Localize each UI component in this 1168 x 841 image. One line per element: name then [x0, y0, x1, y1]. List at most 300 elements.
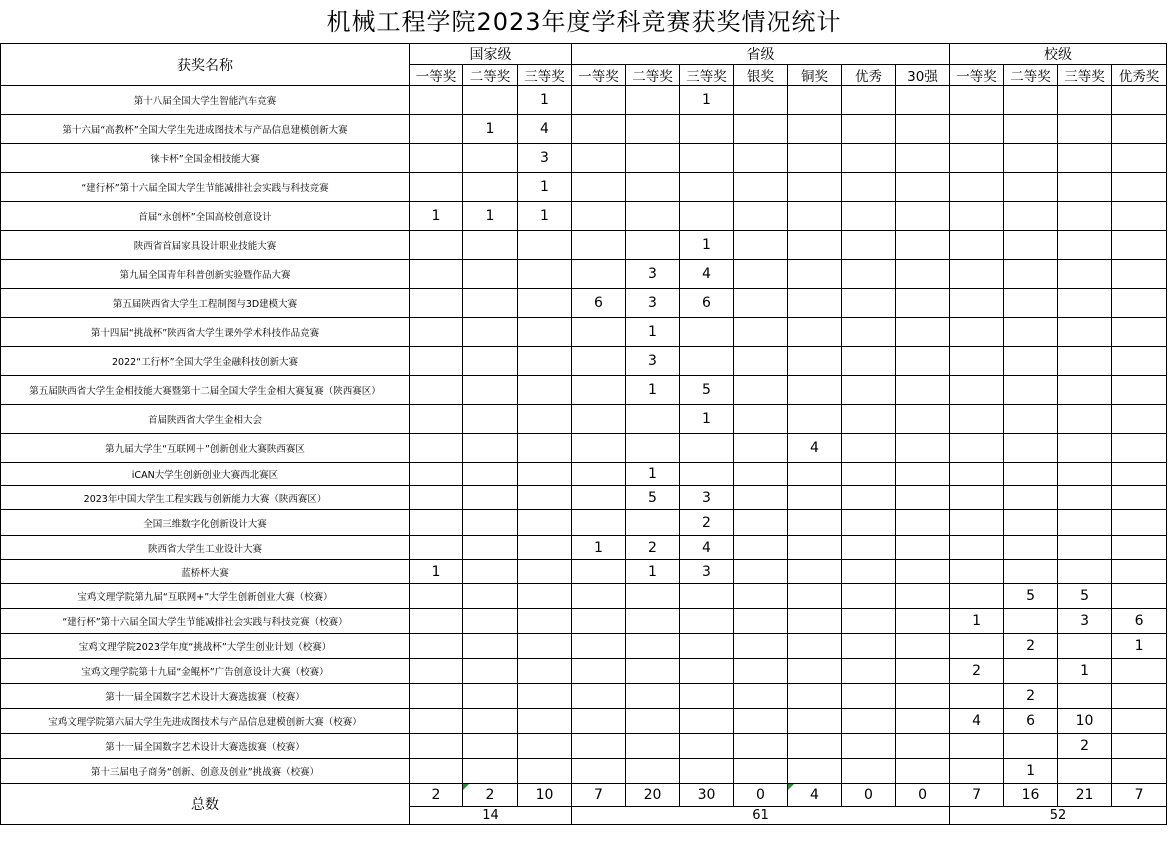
count-cell[interactable]	[626, 86, 680, 115]
count-cell[interactable]	[680, 684, 734, 709]
count-cell[interactable]	[734, 260, 788, 289]
count-cell[interactable]	[463, 684, 518, 709]
total-cell[interactable]: 0	[896, 784, 950, 807]
count-cell[interactable]	[788, 376, 842, 405]
count-cell[interactable]	[626, 584, 680, 609]
count-cell[interactable]	[1112, 684, 1167, 709]
count-cell[interactable]	[1058, 144, 1112, 173]
count-cell[interactable]	[1004, 536, 1058, 560]
count-cell[interactable]	[1112, 405, 1167, 434]
count-cell[interactable]: 2	[950, 659, 1004, 684]
count-cell[interactable]	[788, 260, 842, 289]
totals-label[interactable]: 总数	[1, 784, 410, 825]
count-cell[interactable]	[518, 584, 572, 609]
count-cell[interactable]	[1004, 115, 1058, 144]
count-cell[interactable]	[410, 405, 463, 434]
count-cell[interactable]	[734, 486, 788, 510]
count-cell[interactable]	[1112, 115, 1167, 144]
count-cell[interactable]	[842, 486, 896, 510]
count-cell[interactable]	[788, 318, 842, 347]
count-cell[interactable]	[680, 709, 734, 734]
award-name-cell[interactable]: 宝鸡文理学院第九届“互联网+”大学生创新创业大赛（校赛）	[1, 584, 410, 609]
count-cell[interactable]	[1112, 584, 1167, 609]
count-cell[interactable]	[950, 347, 1004, 376]
award-name-cell[interactable]: iCAN大学生创新创业大赛西北赛区	[1, 463, 410, 486]
count-cell[interactable]	[896, 202, 950, 231]
count-cell[interactable]	[463, 759, 518, 784]
count-cell[interactable]	[1004, 659, 1058, 684]
count-cell[interactable]	[734, 759, 788, 784]
count-cell[interactable]	[626, 202, 680, 231]
header-national-first[interactable]: 一等奖	[410, 65, 463, 86]
count-cell[interactable]	[518, 560, 572, 584]
count-cell[interactable]	[842, 260, 896, 289]
count-cell[interactable]	[1058, 86, 1112, 115]
count-cell[interactable]	[680, 434, 734, 463]
count-cell[interactable]	[1004, 405, 1058, 434]
provincial-sum[interactable]: 61	[572, 807, 950, 825]
count-cell[interactable]	[626, 173, 680, 202]
count-cell[interactable]	[572, 463, 626, 486]
count-cell[interactable]: 2	[1004, 684, 1058, 709]
count-cell[interactable]	[950, 684, 1004, 709]
count-cell[interactable]	[896, 536, 950, 560]
count-cell[interactable]	[1004, 289, 1058, 318]
count-cell[interactable]	[518, 486, 572, 510]
total-cell[interactable]: 7	[572, 784, 626, 807]
award-name-cell[interactable]: “建行杯”第十六届全国大学生节能减排社会实践与科技竞赛（校赛）	[1, 609, 410, 634]
count-cell[interactable]	[842, 347, 896, 376]
count-cell[interactable]	[896, 659, 950, 684]
count-cell[interactable]	[1112, 659, 1167, 684]
count-cell[interactable]	[518, 231, 572, 260]
count-cell[interactable]	[734, 634, 788, 659]
count-cell[interactable]: 3	[626, 347, 680, 376]
count-cell[interactable]: 3	[680, 486, 734, 510]
count-cell[interactable]	[1004, 260, 1058, 289]
count-cell[interactable]	[896, 609, 950, 634]
count-cell[interactable]	[734, 510, 788, 536]
header-school-second[interactable]: 二等奖	[1004, 65, 1058, 86]
count-cell[interactable]: 1	[1004, 759, 1058, 784]
count-cell[interactable]	[680, 115, 734, 144]
count-cell[interactable]	[1058, 318, 1112, 347]
count-cell[interactable]	[1058, 347, 1112, 376]
count-cell[interactable]	[734, 347, 788, 376]
count-cell[interactable]	[410, 759, 463, 784]
count-cell[interactable]	[572, 584, 626, 609]
count-cell[interactable]	[734, 734, 788, 759]
count-cell[interactable]	[788, 510, 842, 536]
count-cell[interactable]	[734, 463, 788, 486]
count-cell[interactable]: 6	[572, 289, 626, 318]
count-cell[interactable]	[788, 86, 842, 115]
count-cell[interactable]	[410, 536, 463, 560]
count-cell[interactable]	[410, 734, 463, 759]
count-cell[interactable]	[896, 144, 950, 173]
count-cell[interactable]	[680, 584, 734, 609]
count-cell[interactable]	[950, 376, 1004, 405]
count-cell[interactable]	[410, 144, 463, 173]
count-cell[interactable]	[572, 347, 626, 376]
count-cell[interactable]	[1112, 318, 1167, 347]
award-name-cell[interactable]: 宝鸡文理学院第六届大学生先进成图技术与产品信息建模创新大赛（校赛）	[1, 709, 410, 734]
count-cell[interactable]: 1	[1112, 634, 1167, 659]
national-sum[interactable]: 14	[410, 807, 572, 825]
count-cell[interactable]	[518, 463, 572, 486]
award-name-cell[interactable]: 蓝桥杯大赛	[1, 560, 410, 584]
count-cell[interactable]	[734, 376, 788, 405]
count-cell[interactable]	[896, 759, 950, 784]
award-name-cell[interactable]: 第九届全国青年科普创新实验暨作品大赛	[1, 260, 410, 289]
count-cell[interactable]	[896, 231, 950, 260]
award-name-cell[interactable]: 第十三届电子商务“创新、创意及创业”挑战赛（校赛）	[1, 759, 410, 784]
count-cell[interactable]	[788, 709, 842, 734]
count-cell[interactable]	[950, 260, 1004, 289]
count-cell[interactable]	[788, 609, 842, 634]
count-cell[interactable]	[410, 659, 463, 684]
count-cell[interactable]: 2	[626, 536, 680, 560]
count-cell[interactable]: 5	[626, 486, 680, 510]
count-cell[interactable]	[842, 709, 896, 734]
count-cell[interactable]	[842, 463, 896, 486]
count-cell[interactable]: 1	[626, 560, 680, 584]
count-cell[interactable]	[1112, 560, 1167, 584]
header-provincial-second[interactable]: 二等奖	[626, 65, 680, 86]
award-name-cell[interactable]: 第十一届全国数字艺术设计大赛选拔赛（校赛）	[1, 734, 410, 759]
count-cell[interactable]	[463, 376, 518, 405]
count-cell[interactable]: 1	[410, 202, 463, 231]
total-cell[interactable]: 0	[842, 784, 896, 807]
count-cell[interactable]	[788, 115, 842, 144]
count-cell[interactable]	[680, 609, 734, 634]
total-cell[interactable]: 0	[734, 784, 788, 807]
header-school-third[interactable]: 三等奖	[1058, 65, 1112, 86]
count-cell[interactable]	[1112, 231, 1167, 260]
count-cell[interactable]	[1004, 376, 1058, 405]
count-cell[interactable]	[788, 347, 842, 376]
count-cell[interactable]	[572, 202, 626, 231]
count-cell[interactable]	[896, 289, 950, 318]
count-cell[interactable]	[950, 405, 1004, 434]
count-cell[interactable]	[1058, 202, 1112, 231]
count-cell[interactable]	[410, 486, 463, 510]
count-cell[interactable]	[1112, 734, 1167, 759]
header-school-first[interactable]: 一等奖	[950, 65, 1004, 86]
count-cell[interactable]	[463, 434, 518, 463]
count-cell[interactable]	[734, 659, 788, 684]
count-cell[interactable]	[572, 609, 626, 634]
count-cell[interactable]	[842, 560, 896, 584]
count-cell[interactable]: 5	[1058, 584, 1112, 609]
count-cell[interactable]	[626, 510, 680, 536]
count-cell[interactable]	[950, 173, 1004, 202]
count-cell[interactable]	[1058, 684, 1112, 709]
award-name-cell[interactable]: 第九届大学生“互联网＋”创新创业大赛陕西赛区	[1, 434, 410, 463]
count-cell[interactable]	[950, 510, 1004, 536]
count-cell[interactable]	[950, 86, 1004, 115]
count-cell[interactable]	[1004, 510, 1058, 536]
count-cell[interactable]	[1004, 609, 1058, 634]
count-cell[interactable]	[1112, 709, 1167, 734]
count-cell[interactable]: 4	[788, 434, 842, 463]
count-cell[interactable]	[734, 434, 788, 463]
award-name-cell[interactable]: 宝鸡文理学院2023学年度“挑战杯”大学生创业计划（校赛）	[1, 634, 410, 659]
count-cell[interactable]	[572, 510, 626, 536]
count-cell[interactable]	[842, 289, 896, 318]
count-cell[interactable]	[518, 709, 572, 734]
count-cell[interactable]	[572, 709, 626, 734]
count-cell[interactable]	[463, 659, 518, 684]
count-cell[interactable]	[572, 684, 626, 709]
count-cell[interactable]	[950, 202, 1004, 231]
count-cell[interactable]	[463, 86, 518, 115]
count-cell[interactable]	[410, 684, 463, 709]
count-cell[interactable]	[1112, 144, 1167, 173]
count-cell[interactable]: 3	[680, 560, 734, 584]
count-cell[interactable]: 1	[950, 609, 1004, 634]
count-cell[interactable]	[463, 734, 518, 759]
count-cell[interactable]: 1	[572, 536, 626, 560]
count-cell[interactable]	[896, 347, 950, 376]
count-cell[interactable]	[463, 144, 518, 173]
count-cell[interactable]	[1058, 376, 1112, 405]
count-cell[interactable]	[410, 584, 463, 609]
count-cell[interactable]	[572, 173, 626, 202]
count-cell[interactable]	[1058, 560, 1112, 584]
count-cell[interactable]	[788, 144, 842, 173]
count-cell[interactable]	[518, 734, 572, 759]
count-cell[interactable]	[626, 115, 680, 144]
count-cell[interactable]	[572, 486, 626, 510]
count-cell[interactable]	[410, 318, 463, 347]
count-cell[interactable]	[410, 231, 463, 260]
count-cell[interactable]: 2	[1058, 734, 1112, 759]
count-cell[interactable]	[410, 173, 463, 202]
count-cell[interactable]	[518, 684, 572, 709]
count-cell[interactable]	[842, 536, 896, 560]
award-name-cell[interactable]: 2023年中国大学生工程实践与创新能力大赛（陕西赛区）	[1, 486, 410, 510]
header-award-name[interactable]: 获奖名称	[1, 44, 410, 86]
header-national-second[interactable]: 二等奖	[463, 65, 518, 86]
count-cell[interactable]	[1058, 173, 1112, 202]
count-cell[interactable]	[410, 260, 463, 289]
count-cell[interactable]	[1112, 289, 1167, 318]
count-cell[interactable]	[463, 536, 518, 560]
count-cell[interactable]	[410, 434, 463, 463]
count-cell[interactable]	[734, 318, 788, 347]
count-cell[interactable]	[842, 684, 896, 709]
count-cell[interactable]	[1058, 289, 1112, 318]
count-cell[interactable]	[463, 584, 518, 609]
count-cell[interactable]	[518, 289, 572, 318]
count-cell[interactable]	[463, 609, 518, 634]
count-cell[interactable]	[518, 347, 572, 376]
count-cell[interactable]: 2	[680, 510, 734, 536]
count-cell[interactable]	[950, 486, 1004, 510]
count-cell[interactable]	[788, 231, 842, 260]
award-name-cell[interactable]: 第十一届全国数字艺术设计大赛选拔赛（校赛）	[1, 684, 410, 709]
count-cell[interactable]	[463, 347, 518, 376]
count-cell[interactable]	[1112, 347, 1167, 376]
count-cell[interactable]	[950, 560, 1004, 584]
count-cell[interactable]	[572, 734, 626, 759]
header-school-excellent[interactable]: 优秀奖	[1112, 65, 1167, 86]
award-name-cell[interactable]: 首届陕西省大学生金相大会	[1, 405, 410, 434]
count-cell[interactable]	[1004, 486, 1058, 510]
count-cell[interactable]	[1058, 759, 1112, 784]
count-cell[interactable]	[410, 289, 463, 318]
count-cell[interactable]	[842, 318, 896, 347]
count-cell[interactable]	[410, 86, 463, 115]
count-cell[interactable]	[463, 634, 518, 659]
count-cell[interactable]	[734, 115, 788, 144]
count-cell[interactable]	[1004, 202, 1058, 231]
header-provincial-silver[interactable]: 银奖	[734, 65, 788, 86]
count-cell[interactable]	[896, 173, 950, 202]
count-cell[interactable]	[680, 659, 734, 684]
count-cell[interactable]	[572, 376, 626, 405]
award-name-cell[interactable]: 首届“永创杯”全国高校创意设计	[1, 202, 410, 231]
count-cell[interactable]	[626, 709, 680, 734]
count-cell[interactable]	[1112, 86, 1167, 115]
count-cell[interactable]	[788, 734, 842, 759]
count-cell[interactable]	[1058, 260, 1112, 289]
award-name-cell[interactable]: 第五届陕西省大学生工程制图与3D建模大赛	[1, 289, 410, 318]
count-cell[interactable]	[463, 260, 518, 289]
count-cell[interactable]: 1	[680, 86, 734, 115]
count-cell[interactable]	[572, 434, 626, 463]
total-cell[interactable]: 2	[410, 784, 463, 807]
count-cell[interactable]	[734, 231, 788, 260]
count-cell[interactable]: 1	[680, 231, 734, 260]
header-national-third[interactable]: 三等奖	[518, 65, 572, 86]
count-cell[interactable]	[410, 347, 463, 376]
count-cell[interactable]: 1	[1058, 659, 1112, 684]
count-cell[interactable]	[1058, 231, 1112, 260]
count-cell[interactable]	[572, 318, 626, 347]
count-cell[interactable]	[734, 173, 788, 202]
count-cell[interactable]	[680, 173, 734, 202]
count-cell[interactable]	[518, 405, 572, 434]
count-cell[interactable]: 4	[680, 260, 734, 289]
award-name-cell[interactable]: 陕西省大学生工业设计大赛	[1, 536, 410, 560]
count-cell[interactable]	[572, 144, 626, 173]
award-name-cell[interactable]: “建行杯”第十六届全国大学生节能减排社会实践与科技竞赛	[1, 173, 410, 202]
count-cell[interactable]	[518, 659, 572, 684]
count-cell[interactable]	[734, 202, 788, 231]
count-cell[interactable]	[788, 405, 842, 434]
count-cell[interactable]	[788, 202, 842, 231]
count-cell[interactable]	[1058, 405, 1112, 434]
count-cell[interactable]	[1058, 634, 1112, 659]
count-cell[interactable]	[842, 405, 896, 434]
count-cell[interactable]	[572, 405, 626, 434]
count-cell[interactable]	[734, 405, 788, 434]
count-cell[interactable]	[518, 510, 572, 536]
count-cell[interactable]	[896, 709, 950, 734]
count-cell[interactable]	[950, 318, 1004, 347]
count-cell[interactable]	[572, 759, 626, 784]
count-cell[interactable]	[842, 759, 896, 784]
count-cell[interactable]	[896, 684, 950, 709]
count-cell[interactable]	[842, 609, 896, 634]
count-cell[interactable]	[463, 510, 518, 536]
count-cell[interactable]	[734, 609, 788, 634]
count-cell[interactable]	[842, 659, 896, 684]
award-name-cell[interactable]: 徕卡杯”全国金相技能大赛	[1, 144, 410, 173]
count-cell[interactable]	[734, 86, 788, 115]
count-cell[interactable]	[950, 463, 1004, 486]
count-cell[interactable]	[1112, 759, 1167, 784]
award-name-cell[interactable]: 第十四届“挑战杯”陕西省大学生课外学术科技作品竞赛	[1, 318, 410, 347]
count-cell[interactable]	[572, 560, 626, 584]
count-cell[interactable]	[950, 434, 1004, 463]
count-cell[interactable]	[896, 115, 950, 144]
count-cell[interactable]	[1004, 318, 1058, 347]
count-cell[interactable]: 3	[626, 260, 680, 289]
count-cell[interactable]	[518, 536, 572, 560]
award-name-cell[interactable]: 第十八届全国大学生智能汽车竞赛	[1, 86, 410, 115]
count-cell[interactable]	[572, 86, 626, 115]
total-cell[interactable]: 4	[788, 784, 842, 807]
count-cell[interactable]	[626, 231, 680, 260]
count-cell[interactable]	[1112, 463, 1167, 486]
count-cell[interactable]	[896, 376, 950, 405]
count-cell[interactable]	[1058, 463, 1112, 486]
count-cell[interactable]	[572, 231, 626, 260]
count-cell[interactable]	[410, 634, 463, 659]
count-cell[interactable]	[572, 115, 626, 144]
count-cell[interactable]	[734, 560, 788, 584]
count-cell[interactable]	[518, 376, 572, 405]
count-cell[interactable]	[1112, 486, 1167, 510]
count-cell[interactable]	[896, 434, 950, 463]
award-name-cell[interactable]: 第十六届“高教杯”全国大学生先进成图技术与产品信息建模创新大赛	[1, 115, 410, 144]
count-cell[interactable]: 10	[1058, 709, 1112, 734]
count-cell[interactable]	[950, 584, 1004, 609]
count-cell[interactable]	[1112, 434, 1167, 463]
count-cell[interactable]	[1004, 347, 1058, 376]
count-cell[interactable]	[572, 659, 626, 684]
count-cell[interactable]	[1058, 536, 1112, 560]
count-cell[interactable]	[842, 173, 896, 202]
count-cell[interactable]	[463, 709, 518, 734]
count-cell[interactable]	[896, 405, 950, 434]
count-cell[interactable]	[1112, 510, 1167, 536]
count-cell[interactable]: 2	[1004, 634, 1058, 659]
count-cell[interactable]	[1004, 734, 1058, 759]
count-cell[interactable]	[410, 609, 463, 634]
count-cell[interactable]	[1058, 510, 1112, 536]
count-cell[interactable]	[626, 684, 680, 709]
award-name-cell[interactable]: 2022“工行杯”全国大学生金融科技创新大赛	[1, 347, 410, 376]
count-cell[interactable]	[680, 202, 734, 231]
count-cell[interactable]: 1	[463, 115, 518, 144]
count-cell[interactable]	[950, 115, 1004, 144]
count-cell[interactable]	[626, 759, 680, 784]
count-cell[interactable]: 6	[1004, 709, 1058, 734]
count-cell[interactable]	[788, 536, 842, 560]
count-cell[interactable]	[518, 260, 572, 289]
header-provincial-first[interactable]: 一等奖	[572, 65, 626, 86]
count-cell[interactable]	[680, 463, 734, 486]
count-cell[interactable]	[463, 486, 518, 510]
count-cell[interactable]	[734, 289, 788, 318]
total-cell[interactable]: 7	[1112, 784, 1167, 807]
count-cell[interactable]	[842, 376, 896, 405]
count-cell[interactable]: 6	[1112, 609, 1167, 634]
